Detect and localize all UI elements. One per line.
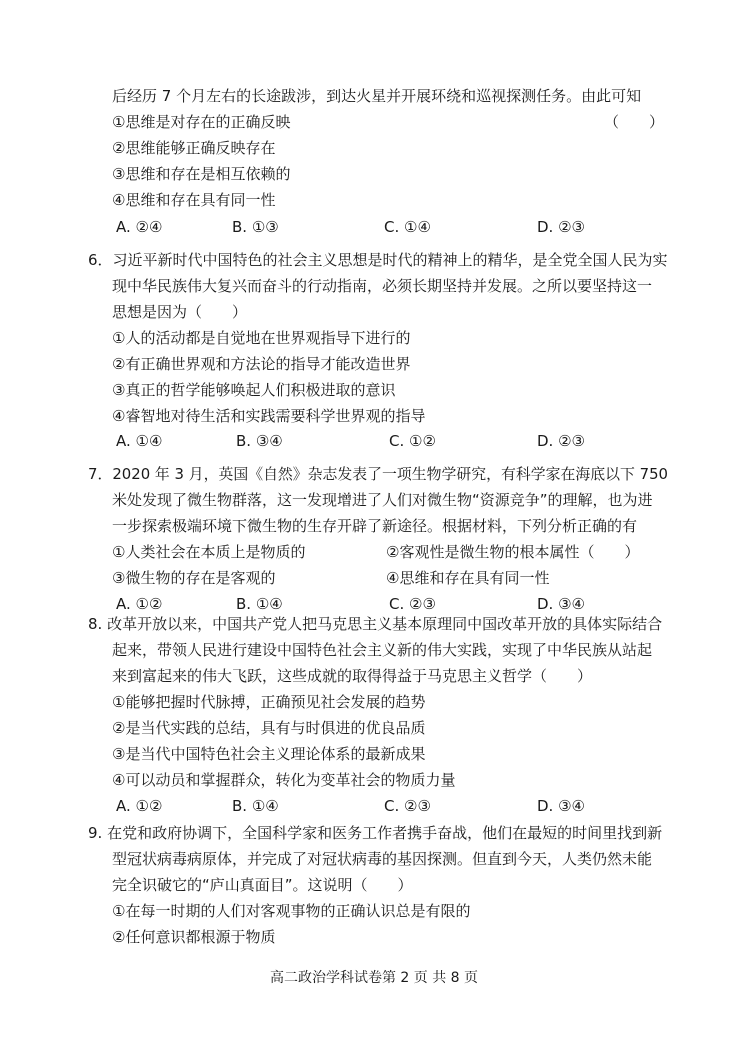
- q8-stem-line-3: 来到富起来的伟大飞跃，这些成就的取得得益于马克思主义哲学（ ）: [112, 667, 593, 685]
- page-footer: 高二政治学科试卷第 2 页 共 8 页: [269, 970, 479, 986]
- q5-choice-c: C. ①④: [384, 218, 431, 236]
- q7-choice-d: D. ③④: [537, 595, 585, 613]
- q7-stem-line-3: 一步探索极端环境下微生物的生存开辟了新途径。根据材料，下列分析正确的有: [112, 517, 638, 535]
- q5-choice-d: D. ②③: [537, 218, 585, 236]
- q9-option-2: ②任何意识都根源于物质: [112, 928, 276, 946]
- q8-option-3: ③是当代中国特色社会主义理论体系的最新成果: [112, 745, 426, 763]
- q8-option-1: ①能够把握时代脉搏，正确预见社会发展的趋势: [112, 693, 426, 711]
- q9-stem-line-3: 完全识破它的“庐山真面目”。这说明（ ）: [112, 876, 413, 894]
- q8-choice-c: C. ②③: [384, 797, 431, 815]
- q6-option-1: ①人的活动都是自觉地在世界观指导下进行的: [112, 329, 411, 347]
- q5-option-1: ①思维是对存在的正确反映: [112, 113, 291, 131]
- q7-choice-a: A. ①②: [116, 595, 163, 613]
- q6-option-2: ②有正确世界观和方法论的指导才能改造世界: [112, 355, 411, 373]
- q8-stem-line-2: 起来，带领人民进行建设中国特色社会主义新的伟大实践，实现了中华民族从站起: [112, 641, 653, 659]
- q6-choice-a: A. ①④: [116, 432, 163, 450]
- q8-choice-b: B. ①④: [232, 797, 279, 815]
- q9-stem-line-2: 型冠状病毒病原体，并完成了对冠状病毒的基因探测。但直到今天，人类仍然未能: [112, 850, 653, 868]
- q7-stem-line-2: 米处发现了微生物群落，这一发现增进了人们对微生物“资源竞争”的理解，也为进: [112, 491, 653, 509]
- q7-choice-b: B. ①④: [236, 595, 283, 613]
- q9-option-1: ①在每一时期的人们对客观事物的正确认识总是有限的: [112, 902, 471, 920]
- q8-option-2: ②是当代实践的总结，具有与时俱进的优良品质: [112, 719, 426, 737]
- q7-option-2: ②客观性是微生物的根本属性（ ）: [386, 543, 640, 561]
- q5-option-2: ②思维能够正确反映存在: [112, 139, 276, 157]
- q5-choice-a: A. ②④: [116, 218, 163, 236]
- q6-choice-b: B. ③④: [236, 432, 283, 450]
- q8-choice-a: A. ①②: [116, 797, 163, 815]
- q7-option-3: ③微生物的存在是客观的: [112, 569, 276, 587]
- q8-stem-line-1: 8. 改革开放以来，中国共产党人把马克思主义基本原理同中国改革开放的具体实际结合: [88, 615, 663, 633]
- q6-option-3: ③真正的哲学能够唤起人们积极进取的意识: [112, 381, 396, 399]
- q6-stem-line-1: 6．习近平新时代中国特色的社会主义思想是时代的精神上的精华，是全党全国人民为实: [88, 251, 668, 269]
- q9-stem-line-1: 9. 在党和政府协调下，全国科学家和医务工作者携手奋战，他们在最短的时间里找到新: [88, 824, 663, 842]
- q5-stem-continued: 后经历 7 个月左右的长途跋涉，到达火星并开展环绕和巡视探测任务。由此可知: [112, 87, 642, 105]
- q5-answer-paren: （ ）: [604, 113, 665, 131]
- q8-option-4: ④可以动员和掌握群众，转化为变革社会的物质力量: [112, 771, 456, 789]
- q6-stem-line-2: 现中华民族伟大复兴而奋斗的行动指南，必须长期坚持并发展。之所以要坚持这一: [112, 277, 653, 295]
- q5-choice-b: B. ①③: [232, 218, 279, 236]
- q7-option-1: ①人类社会在本质上是物质的: [112, 543, 306, 561]
- q8-choice-d: D. ③④: [537, 797, 585, 815]
- q6-option-4: ④睿智地对待生活和实践需要科学世界观的指导: [112, 407, 426, 425]
- q7-option-4: ④思维和存在具有同一性: [386, 569, 550, 587]
- q7-choice-c: C. ②③: [389, 595, 436, 613]
- q6-choice-d: D. ②③: [537, 432, 585, 450]
- q7-stem-line-1: 7．2020 年 3 月，英国《自然》杂志发表了一项生物学研究，有科学家在海底以下 750: [88, 465, 668, 483]
- q5-option-3: ③思维和存在是相互依赖的: [112, 165, 291, 183]
- q5-option-4: ④思维和存在具有同一性: [112, 191, 276, 209]
- q6-stem-line-3: 思想是因为（ ）: [112, 303, 248, 321]
- q6-choice-c: C. ①②: [389, 432, 436, 450]
